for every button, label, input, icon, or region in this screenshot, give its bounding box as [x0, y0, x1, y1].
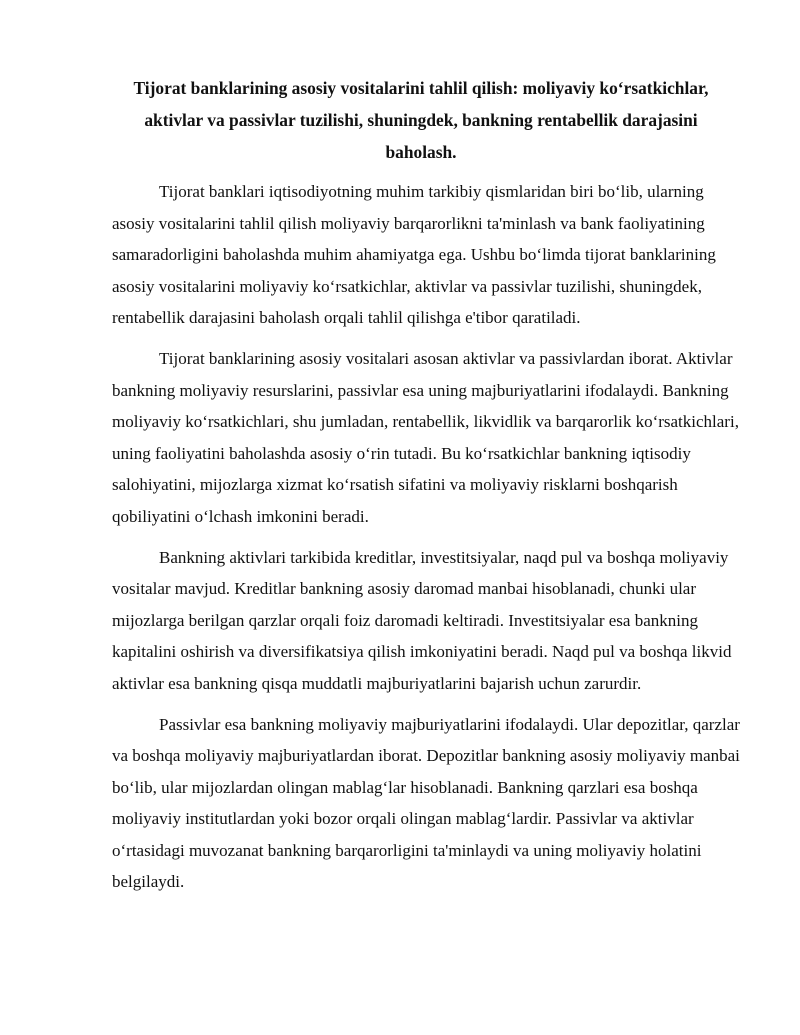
paragraph-2: Tijorat banklarining asosiy vositalari asosan aktivlar va passivlardan iborat. Aktivlar bankning moliyaviy resurslarini, passivlar esa uning majburiyatlarini ifodalaydi. Bankning moliyaviy ko‘rsatkichlari, shu jumladan, rentabellik, likvidlik va barqarorlik ko‘rsatkichlari, uning faoliyatini baholashda asosiy o‘rin tutadi. Bu ko‘rsatkichlar bankning iqtisodiy salohiyatini, mijozlarga xizmat ko‘rsatish sifatini va moliyaviy risklarni boshqarish qobiliyatini o‘lchash imkonini beradi. — [112, 348, 739, 526]
paragraph-3: Bankning aktivlari tarkibida kreditlar, investitsiyalar, naqd pul va boshqa moliyaviy vositalar mavjud. Kreditlar bankning asosiy daromad manbai hisoblanadi, chunki ular mijozlarga berilgan qarzlar orqali foiz daromadi keltiradi. Investitsiyalar esa bankning kapitalini oshirish va diversifikatsiya qilish imkoniyatini beradi. Naqd pul va boshqa likvid aktivlar esa bankning qisqa muddatli majburiyatlarini bajarish uchun zarurdir. — [112, 547, 732, 693]
document-body — [112, 176, 744, 907]
paragraph-1: Tijorat banklari iqtisodiyotning muhim tarkibiy qismlaridan biri bo‘lib, ularning asosiy vositalarini tahlil qilish moliyaviy barqarorlikni ta'minlash va bank faoliyatining samaradorligini baholashda muhim ahamiyatga ega. Ushbu bo‘limda tijorat banklarining asosiy vositalarini moliyaviy ko‘rsatkichlar, aktivlar va passivlar tuzilishi, shuningdek, rentabellik darajasini baholash orqali tahlil qilishga e'tibor qaratiladi. — [112, 182, 716, 328]
paragraph-4: Passivlar esa bankning moliyaviy majburiyatlarini ifodalaydi. Ular depozitlar, qarzlar va boshqa moliyaviy majburiyatlardan iborat. Depozitlar bankning asosiy moliyaviy manbai bo‘lib, ular mijozlardan olingan mablag‘lar hisoblanadi. Bankning qarzlari esa boshqa moliyaviy institutlardan yoki bozor orqali olingan mablag‘lardir. Passivlar va aktivlar o‘rtasidagi muvozanat bankning barqarorligini ta'minlaydi va uning moliyaviy holatini belgilaydi. — [112, 714, 740, 892]
document-title: Tijorat banklarining asosiy vositalarini tahlil qilish: moliyaviy ko‘rsatkichlar, aktivlar va passivlar tuzilishi, shuningdek, bankning rentabellik darajasini baholash. — [133, 78, 709, 162]
